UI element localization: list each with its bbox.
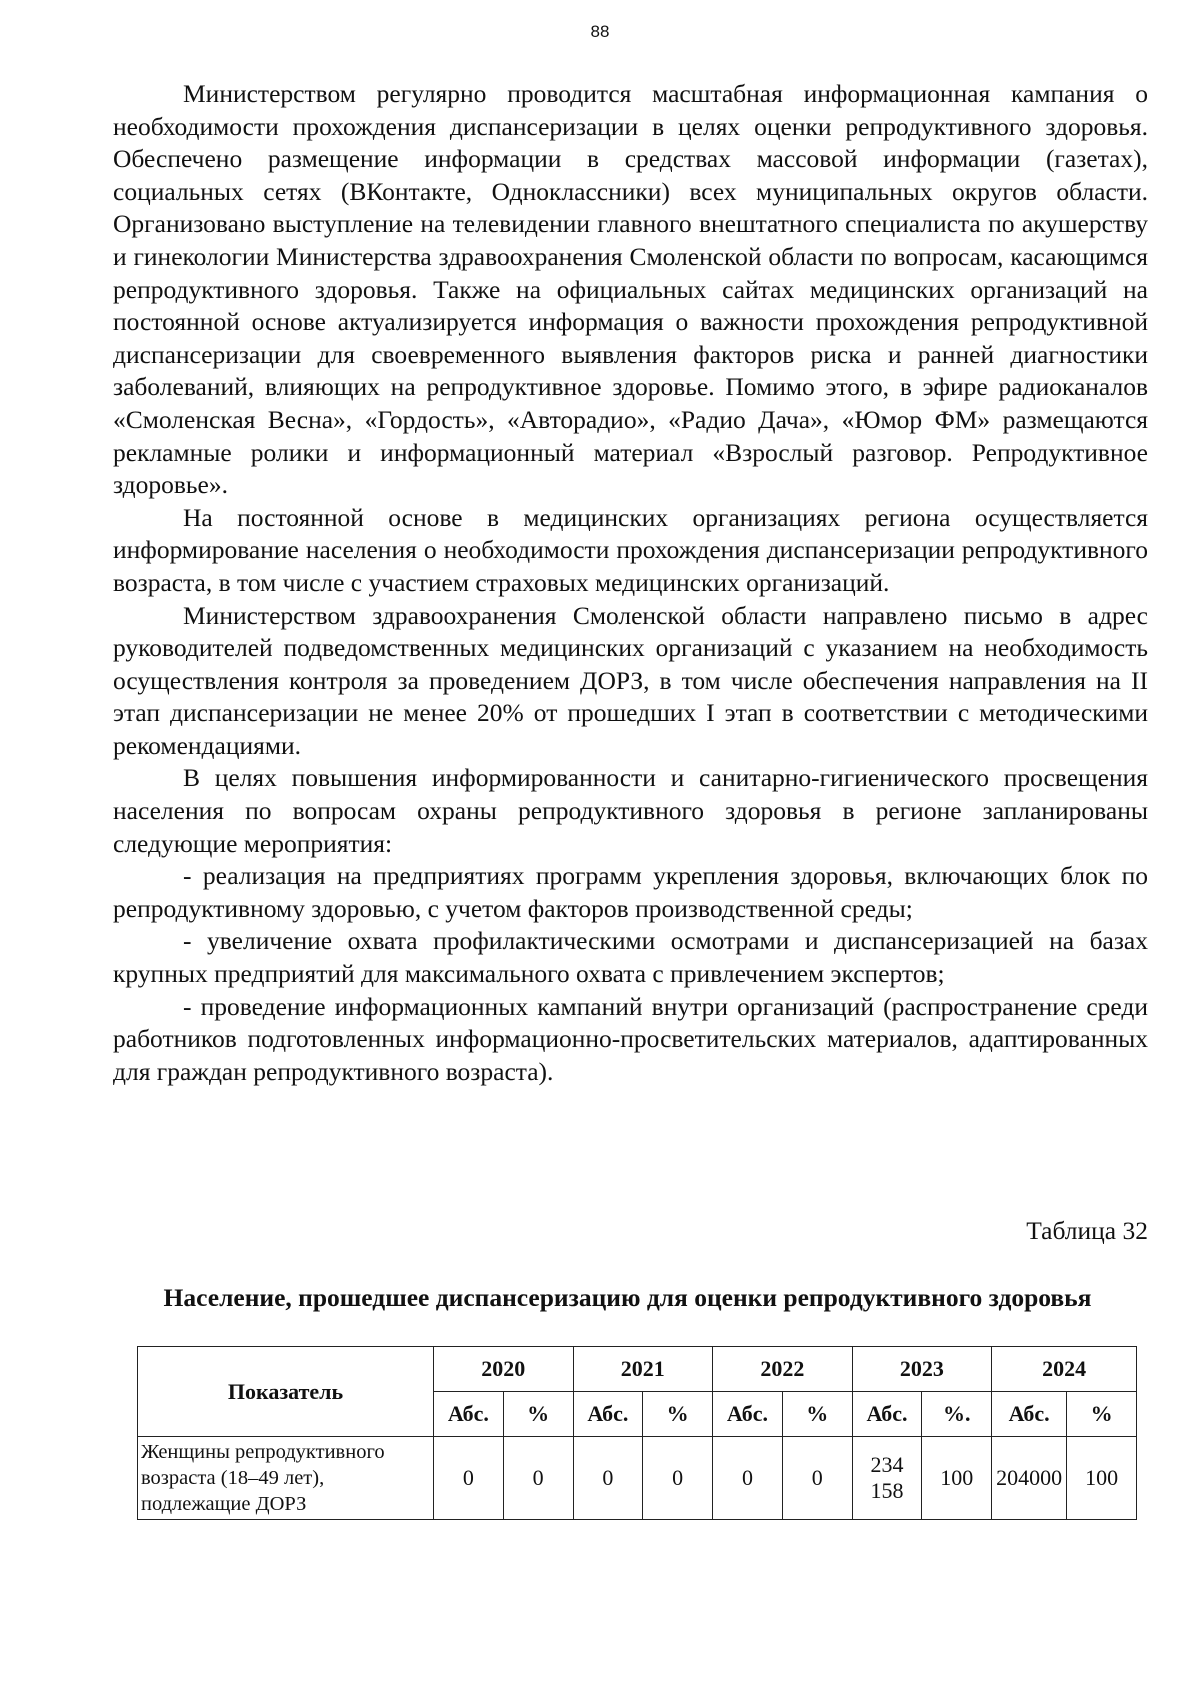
sub-header: Абс. [434,1392,504,1437]
sub-header: % [1067,1392,1137,1437]
table-header-row [138,1347,1137,1392]
data-table [137,1346,1137,1520]
table-cell: 204000 [992,1437,1067,1520]
year-header: 2022 [713,1347,853,1392]
bullet-item: - проведение информационных кампаний внутри организаций (распространение среди работников подготовленных информационно-просветительских материалов, адаптированных для граждан репродуктивного возраста). [113,991,1148,1086]
sub-header: Абс. [992,1392,1067,1437]
table-cell: 0 [782,1437,852,1520]
sub-header: % [782,1392,852,1437]
year-header: 2024 [992,1347,1137,1392]
sub-header: Абс. [852,1392,922,1437]
table-cell: 0 [503,1437,573,1520]
sub-header: Абс. [713,1392,783,1437]
sub-header: % [643,1392,713,1437]
sub-header: % [503,1392,573,1437]
table-cell: 0 [573,1437,643,1520]
year-header: 2021 [573,1347,713,1392]
table-cell: 100 [922,1437,992,1520]
paragraph: В целях повышения информированности и санитарно-гигиенического просвещения населения по вопросам охраны репродуктивного здоровья в регионе запланированы следующие мероприятия: [113,763,1148,858]
table-cell: 0 [434,1437,504,1520]
sub-header: %. [922,1392,992,1437]
table-cell: 234 158 [852,1437,922,1520]
bullet-item: - увеличение охвата профилактическими осмотрами и диспансеризацией на базах крупных предприятий для максимального охвата с привлечением экспертов; [113,926,1148,989]
row-label: Женщины репродуктивного возраста (18–49 лет), подлежащие ДОРЗ [138,1437,434,1520]
indicator-header: Показатель [138,1347,434,1437]
bullet-item: - реализация на предприятиях программ укрепления здоровья, включающих блок по репродуктивному здоровью, с учетом факторов производственной среды; [113,861,1148,923]
table-cell: 0 [643,1437,713,1520]
table-cell: 0 [713,1437,783,1520]
sub-header: Абс. [573,1392,643,1437]
paragraph: На постоянной основе в медицинских организациях региона осуществляется информирование населения о необходимости прохождения диспансеризации репродуктивного возраста, в том числе с участием страховых медицинских организаций. [113,502,1148,597]
page-number: 88 [590,22,610,41]
document-body [113,78,1148,1088]
paragraph: Министерством регулярно проводится масштабная информационная кампания о необходимости прохождения диспансеризации в целях оценки репродуктивного здоровья. Обеспечено размещение информации в средствах массовой информации (газетах), социальных сетях (ВКонтакте, Одноклассники) всех муниципальных округов области. Организовано выступление на телевидении главного внештатного специалиста по акушерству и гинекологии Министерства здравоохранения Смоленской области по вопросам, касающимся репродуктивного здоровья. Также на официальных сайтах медицинских организаций на постоянной основе актуализируется информация о важности прохождения репродуктивной диспансеризации для своевременного выявления факторов риска и ранней диагностики заболеваний, влияющих на репродуктивное здоровье. Помимо этого, в эфире радиоканалов «Смоленская Весна», «Гордость», «Авторадио», «Радио Дача», «Юмор ФМ» размещаются рекламные ролики и информационный материал «Взрослый разговор. Репродуктивное здоровье». [113,79,1148,500]
table-cell: 100 [1067,1437,1137,1520]
table-caption: Таблица 32 [1026,1216,1148,1245]
paragraph: Министерством здравоохранения Смоленской области направлено письмо в адрес руководителей подведомственных медицинских организаций с указанием на необходимость осуществления контроля за проведением ДОРЗ, в том числе обеспечения направления на II этап диспансеризации не менее 20% от прошедших I этап в соответствии с методическими рекомендациями. [113,600,1148,760]
year-header: 2023 [852,1347,992,1392]
year-header: 2020 [434,1347,574,1392]
table-row [138,1437,1137,1520]
table-title: Население, прошедшее диспансеризацию для оценки репродуктивного здоровья [163,1283,1092,1312]
